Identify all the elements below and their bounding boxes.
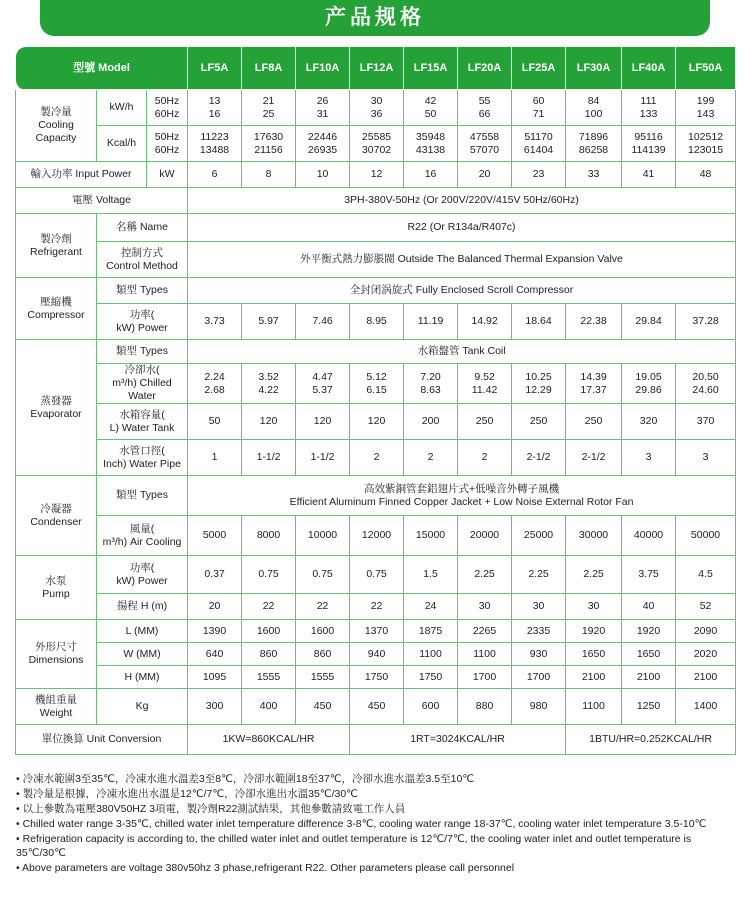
- header-row: [16, 47, 736, 90]
- weight-value: 600: [404, 689, 458, 725]
- water-tank-value: 250: [458, 404, 512, 440]
- cooling-kw-value: 111 133: [622, 90, 676, 126]
- air-cooling-value: 25000: [512, 516, 566, 556]
- note-item: • 以上參數為電壓380V50HZ 3項電，製冷劑R22測試結果，其他參數請致電工作人員: [16, 803, 406, 815]
- refrigerant-name-label: 名稱 Name: [97, 214, 188, 242]
- dimension-l-value: 2265: [458, 620, 512, 643]
- evaporator-type-label: 類型 Types: [97, 340, 188, 364]
- cooling-kw-value: 60 71: [512, 90, 566, 126]
- cooling-kw-value: 26 31: [296, 90, 350, 126]
- pump-head-value: 52: [676, 594, 736, 620]
- compressor-type-value: 全封闭涡旋式 Fully Enclosed Scroll Compressor: [188, 278, 736, 304]
- pump-power-value: 2.25: [512, 556, 566, 594]
- air-cooling-value: 15000: [404, 516, 458, 556]
- model-name: LF15A: [404, 47, 458, 90]
- water-pipe-row: [16, 440, 736, 476]
- dimension-h-value: 1750: [350, 666, 404, 689]
- dimensions-label: 外形尺寸 Dimensions: [16, 620, 97, 689]
- note-item: • Refrigeration capacity is according to, the chilled water inlet and outlet temperature is 12℃/7℃, the cooling water inlet and outlet temperature is 35℃/30℃: [16, 833, 692, 859]
- compressor-power-value: 7.46: [296, 304, 350, 340]
- water-pipe-value: 3: [622, 440, 676, 476]
- cooling-kcal-value: 95116 114139: [622, 126, 676, 162]
- dimension-h-value: 1700: [512, 666, 566, 689]
- hz-label: 50Hz 60Hz: [147, 126, 188, 162]
- dimension-l-value: 1875: [404, 620, 458, 643]
- water-tank-label: 水箱容量( L) Water Tank: [97, 404, 188, 440]
- evaporator-type-row: [16, 340, 736, 364]
- cooling-kcal-value: 71896 86258: [566, 126, 622, 162]
- dimension-h-value: 2100: [622, 666, 676, 689]
- model-name: LF12A: [350, 47, 404, 90]
- control-method-value: 外平衡式熱力膨脹閥 Outside The Balanced Thermal Expansion Valve: [188, 242, 736, 278]
- chilled-water-value: 19.05 29.86: [622, 364, 676, 404]
- compressor-power-value: 37.28: [676, 304, 736, 340]
- dimension-l-value: 1600: [296, 620, 350, 643]
- dimension-l-value: 2335: [512, 620, 566, 643]
- pump-power-value: 0.37: [188, 556, 242, 594]
- water-pipe-label: 水管口徑( Inch) Water Pipe: [97, 440, 188, 476]
- note-item: • Chilled water range 3-35℃, chilled water inlet temperature difference 3-8℃, cooling water range 18-37℃, cooling water inlet temperature 3.5-10℃: [16, 818, 707, 830]
- pump-head-value: 30: [512, 594, 566, 620]
- air-cooling-row: [16, 516, 736, 556]
- dimension-h-value: 1750: [404, 666, 458, 689]
- condenser-type-value: 高效紫銅管套鋁翅片式+低噪音外轉子風機 Efficient Aluminum Finned Copper Jacket + Low Noise External Rotor Fan: [188, 476, 736, 516]
- water-pipe-value: 1-1/2: [242, 440, 296, 476]
- model-name: LF5A: [188, 47, 242, 90]
- chilled-water-value: 4.47 5.37: [296, 364, 350, 404]
- dimension-h-row: [16, 666, 736, 689]
- cooling-kw-value: 30 36: [350, 90, 404, 126]
- unit-conversion-label: 單位換算 Unit Conversion: [16, 725, 188, 755]
- water-pipe-value: 3: [676, 440, 736, 476]
- notes-list: [16, 772, 736, 876]
- chilled-water-label: 冷卻水( m³/h) Chilled Water: [97, 364, 188, 404]
- pump-head-value: 40: [622, 594, 676, 620]
- refrigerant-control-row: [16, 242, 736, 278]
- dimension-l-value: 1600: [242, 620, 296, 643]
- input-power-row: [16, 162, 736, 188]
- weight-value: 880: [458, 689, 512, 725]
- dimension-h-value: 2100: [566, 666, 622, 689]
- conversion-kw: 1KW=860KCAL/HR: [188, 725, 350, 755]
- evaporator-label: 蒸發器 Evaporator: [16, 340, 97, 476]
- cooling-kcal-value: 17630 21156: [242, 126, 296, 162]
- model-name: LF8A: [242, 47, 296, 90]
- compressor-power-value: 5.97: [242, 304, 296, 340]
- cooling-kcal-value: 22446 26935: [296, 126, 350, 162]
- pump-power-value: 0.75: [296, 556, 350, 594]
- weight-row: [16, 689, 736, 725]
- unit-label: kW: [147, 162, 188, 188]
- pump-power-label: 功率( kW) Power: [97, 556, 188, 594]
- chilled-water-value: 10.25 12.29: [512, 364, 566, 404]
- pump-power-value: 2.25: [458, 556, 512, 594]
- pump-head-value: 22: [350, 594, 404, 620]
- conversion-rt: 1RT=3024KCAL/HR: [350, 725, 566, 755]
- conversion-row: [16, 725, 736, 755]
- dimension-l-row: [16, 620, 736, 643]
- compressor-power-value: 29.84: [622, 304, 676, 340]
- compressor-type-row: [16, 278, 736, 304]
- pump-head-value: 22: [296, 594, 350, 620]
- pump-head-value: 24: [404, 594, 458, 620]
- conversion-btu: 1BTU/HR=0.252KCAL/HR: [566, 725, 736, 755]
- pump-power-value: 1.5: [404, 556, 458, 594]
- cooling-kw-value: 13 16: [188, 90, 242, 126]
- air-cooling-value: 8000: [242, 516, 296, 556]
- cooling-kcal-value: 47558 57070: [458, 126, 512, 162]
- dimension-w-value: 640: [188, 643, 242, 666]
- input-power-value: 23: [512, 162, 566, 188]
- note-item: • 冷凍水範圍3至35℃，冷凍水進水溫差3至8℃，冷卻水範圍18至37℃，冷卻水進水溫差3.5至10℃: [16, 773, 475, 785]
- water-tank-value: 120: [242, 404, 296, 440]
- compressor-power-label: 功率( kW) Power: [97, 304, 188, 340]
- weight-value: 1400: [676, 689, 736, 725]
- chilled-water-value: 5.12 6.15: [350, 364, 404, 404]
- water-pipe-value: 2-1/2: [566, 440, 622, 476]
- input-power-label: 輸入功率 Input Power: [16, 162, 147, 188]
- dimension-w-label: W (MM): [97, 643, 188, 666]
- water-tank-value: 120: [350, 404, 404, 440]
- water-tank-row: [16, 404, 736, 440]
- dimension-l-value: 2090: [676, 620, 736, 643]
- compressor-power-value: 8.95: [350, 304, 404, 340]
- dimension-h-value: 1555: [296, 666, 350, 689]
- water-pipe-value: 2: [404, 440, 458, 476]
- water-pipe-value: 1-1/2: [296, 440, 350, 476]
- input-power-value: 16: [404, 162, 458, 188]
- chilled-water-value: 9.52 11.42: [458, 364, 512, 404]
- condenser-label: 冷凝器 Condenser: [16, 476, 97, 556]
- input-power-value: 8: [242, 162, 296, 188]
- input-power-value: 41: [622, 162, 676, 188]
- cooling-kcal-row: [16, 126, 736, 162]
- pump-head-value: 30: [458, 594, 512, 620]
- compressor-power-row: [16, 304, 736, 340]
- weight-value: 400: [242, 689, 296, 725]
- compressor-power-value: 22.38: [566, 304, 622, 340]
- cooling-kcal-value: 25585 30702: [350, 126, 404, 162]
- pump-head-row: [16, 594, 736, 620]
- dimension-w-value: 930: [512, 643, 566, 666]
- weight-value: 1250: [622, 689, 676, 725]
- pump-power-value: 2.25: [566, 556, 622, 594]
- note-item: • 製冷量是根據，冷凍水進出水溫是12℃/7℃，冷卻水進出水溫35℃/30℃: [16, 788, 358, 800]
- refrigerant-name-value: R22 (Or R134a/R407c): [188, 214, 736, 242]
- chilled-water-value: 2.24 2.68: [188, 364, 242, 404]
- input-power-value: 12: [350, 162, 404, 188]
- dimension-l-value: 1390: [188, 620, 242, 643]
- air-cooling-value: 5000: [188, 516, 242, 556]
- water-pipe-value: 1: [188, 440, 242, 476]
- water-tank-value: 250: [512, 404, 566, 440]
- pump-head-label: 揚程 H (m): [97, 594, 188, 620]
- page-title: 产品规格: [325, 6, 425, 29]
- compressor-power-value: 11.19: [404, 304, 458, 340]
- cooling-kcal-value: 35948 43138: [404, 126, 458, 162]
- pump-power-value: 3.75: [622, 556, 676, 594]
- chilled-water-value: 7.20 8.63: [404, 364, 458, 404]
- weight-value: 450: [296, 689, 350, 725]
- compressor-power-value: 14.92: [458, 304, 512, 340]
- pump-head-value: 20: [188, 594, 242, 620]
- pump-label: 水泵 Pump: [16, 556, 97, 620]
- note-item: • Above parameters are voltage 380v50hz 3 phase,refrigerant R22. Other parameters please call personnel: [16, 862, 515, 874]
- dimension-h-value: 1700: [458, 666, 512, 689]
- water-tank-value: 200: [404, 404, 458, 440]
- air-cooling-value: 40000: [622, 516, 676, 556]
- cooling-kw-value: 21 25: [242, 90, 296, 126]
- refrigerant-name-row: [16, 214, 736, 242]
- voltage-value: 3PH-380V-50Hz (Or 200V/220V/415V 50Hz/60Hz): [188, 188, 736, 214]
- air-cooling-value: 50000: [676, 516, 736, 556]
- input-power-value: 33: [566, 162, 622, 188]
- weight-label: 機組重量 Weight: [16, 689, 97, 725]
- pump-power-value: 0.75: [350, 556, 404, 594]
- water-tank-value: 370: [676, 404, 736, 440]
- voltage-row: [16, 188, 736, 214]
- model-name: LF50A: [676, 47, 736, 90]
- cooling-kcal-value: 11223 13488: [188, 126, 242, 162]
- water-tank-value: 50: [188, 404, 242, 440]
- water-tank-value: 320: [622, 404, 676, 440]
- dimension-w-value: 940: [350, 643, 404, 666]
- unit-label: kW/h: [97, 90, 147, 126]
- cooling-kw-value: 55 66: [458, 90, 512, 126]
- cooling-kcal-value: 51170 61404: [512, 126, 566, 162]
- air-cooling-label: 風量( m³/h) Air Cooling: [97, 516, 188, 556]
- chilled-water-value: 3.52 4.22: [242, 364, 296, 404]
- dimension-h-value: 2100: [676, 666, 736, 689]
- dimension-w-value: 1650: [622, 643, 676, 666]
- air-cooling-value: 20000: [458, 516, 512, 556]
- cooling-kw-row: [16, 90, 736, 126]
- control-method-label: 控制方式 Control Method: [97, 242, 188, 278]
- dimension-w-value: 1650: [566, 643, 622, 666]
- water-pipe-value: 2-1/2: [512, 440, 566, 476]
- model-name: LF25A: [512, 47, 566, 90]
- dimension-h-value: 1095: [188, 666, 242, 689]
- water-pipe-value: 2: [458, 440, 512, 476]
- dimension-l-value: 1920: [622, 620, 676, 643]
- water-tank-value: 250: [566, 404, 622, 440]
- compressor-label: 壓縮機 Compressor: [16, 278, 97, 340]
- voltage-label: 電壓 Voltage: [16, 188, 188, 214]
- condenser-type-row: [16, 476, 736, 516]
- compressor-power-value: 18.64: [512, 304, 566, 340]
- dimension-l-label: L (MM): [97, 620, 188, 643]
- model-name: LF30A: [566, 47, 622, 90]
- cooling-kw-value: 84 100: [566, 90, 622, 126]
- weight-value: 980: [512, 689, 566, 725]
- model-name: LF40A: [622, 47, 676, 90]
- model-name: LF10A: [296, 47, 350, 90]
- weight-unit: Kg: [97, 689, 188, 725]
- water-pipe-value: 2: [350, 440, 404, 476]
- refrigerant-label: 製冷劑 Refrigerant: [16, 214, 97, 278]
- dimension-w-value: 1100: [404, 643, 458, 666]
- pump-power-value: 0.75: [242, 556, 296, 594]
- unit-label: Kcal/h: [97, 126, 147, 162]
- pump-power-value: 4.5: [676, 556, 736, 594]
- pump-power-row: [16, 556, 736, 594]
- dimension-w-row: [16, 643, 736, 666]
- dimension-w-value: 2020: [676, 643, 736, 666]
- dimension-h-value: 1555: [242, 666, 296, 689]
- cooling-kw-value: 199 143: [676, 90, 736, 126]
- cooling-label: 製冷量 Cooling Capacity: [16, 90, 97, 162]
- pump-head-value: 22: [242, 594, 296, 620]
- model-header: 型號 Model: [16, 47, 188, 90]
- chilled-water-value: 20.50 24.60: [676, 364, 736, 404]
- title-banner: [0, 0, 750, 36]
- pump-head-value: 30: [566, 594, 622, 620]
- air-cooling-value: 10000: [296, 516, 350, 556]
- weight-value: 1100: [566, 689, 622, 725]
- air-cooling-value: 30000: [566, 516, 622, 556]
- condenser-type-label: 類型 Types: [97, 476, 188, 516]
- air-cooling-value: 12000: [350, 516, 404, 556]
- model-name: LF20A: [458, 47, 512, 90]
- cooling-kcal-value: 102512 123015: [676, 126, 736, 162]
- input-power-value: 20: [458, 162, 512, 188]
- input-power-value: 48: [676, 162, 736, 188]
- dimension-w-value: 860: [242, 643, 296, 666]
- dimension-l-value: 1370: [350, 620, 404, 643]
- input-power-value: 6: [188, 162, 242, 188]
- input-power-value: 10: [296, 162, 350, 188]
- dimension-w-value: 1100: [458, 643, 512, 666]
- hz-label: 50Hz 60Hz: [147, 90, 188, 126]
- chilled-water-row: [16, 364, 736, 404]
- chilled-water-value: 14.39 17.37: [566, 364, 622, 404]
- spec-table: [15, 46, 736, 755]
- compressor-power-value: 3.73: [188, 304, 242, 340]
- compressor-type-label: 類型 Types: [97, 278, 188, 304]
- dimension-w-value: 860: [296, 643, 350, 666]
- water-tank-value: 120: [296, 404, 350, 440]
- weight-value: 450: [350, 689, 404, 725]
- dimension-h-label: H (MM): [97, 666, 188, 689]
- weight-value: 300: [188, 689, 242, 725]
- cooling-kw-value: 42 50: [404, 90, 458, 126]
- dimension-l-value: 1920: [566, 620, 622, 643]
- evaporator-type-value: 水箱盤管 Tank Coil: [188, 340, 736, 364]
